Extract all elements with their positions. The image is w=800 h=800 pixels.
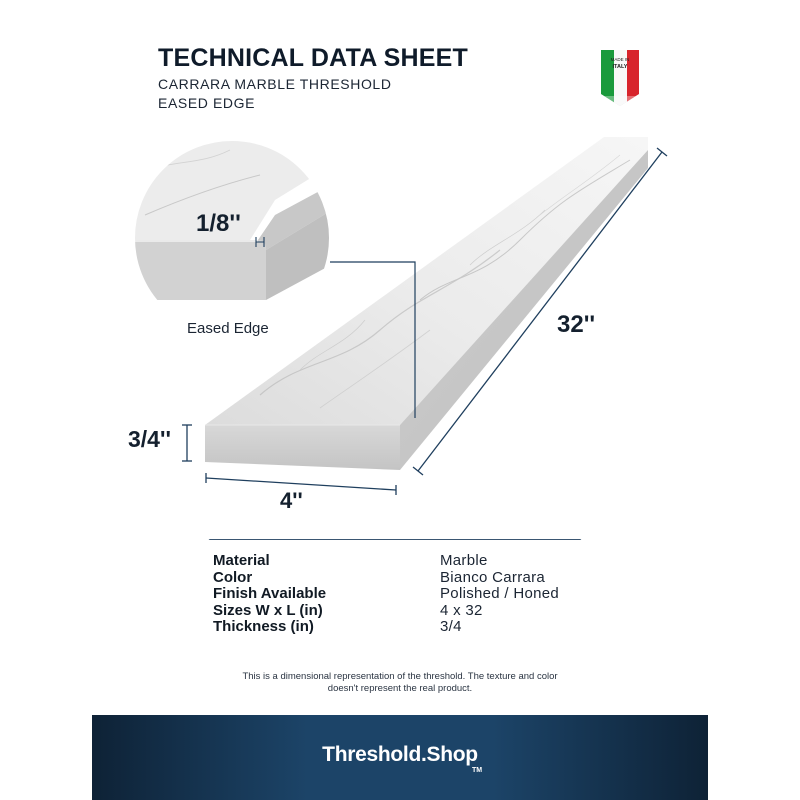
thickness-dimension-line (182, 425, 192, 461)
footer-banner (92, 715, 708, 800)
trademark-mark: TM (472, 767, 483, 774)
edge-type-label: EASED EDGE (158, 95, 256, 111)
thickness-label: 3/4'' (128, 426, 171, 452)
brand-logo[interactable]: Threshold.Shop (322, 743, 478, 766)
spec-label: Thickness (in) (213, 618, 314, 636)
spec-value: 4 x 32 (440, 601, 483, 619)
spec-label: Finish Available (213, 585, 327, 603)
edge-radius-label: 1/8'' (196, 210, 241, 237)
product-subtitle: CARRARA MARBLE THRESHOLD (158, 76, 392, 92)
board-front-face (205, 425, 400, 470)
spec-value: 3/4 (440, 618, 462, 636)
spec-row-material (213, 553, 583, 570)
disclaimer-line2: doesn't represent the real product. (327, 683, 473, 694)
spec-label: Sizes W x L (in) (213, 601, 323, 619)
badge-line1: MADE IN (610, 57, 630, 62)
spec-row-sizes (213, 603, 583, 620)
spec-row-thickness (213, 619, 583, 636)
width-label: 4'' (280, 488, 303, 513)
detail-caption: Eased Edge (187, 320, 269, 337)
spec-table (213, 553, 583, 636)
disclaimer-line1: This is a dimensional representation of the threshold. The texture and color (242, 671, 558, 682)
spec-value: Polished / Honed (440, 585, 560, 603)
disclaimer (200, 671, 600, 695)
page-title: TECHNICAL DATA SHEET (158, 44, 469, 72)
spec-row-color (213, 570, 583, 587)
spec-label: Material (213, 552, 270, 569)
spec-value: Marble (440, 552, 488, 569)
spec-row-finish (213, 586, 583, 603)
spec-value: Bianco Carrara (440, 568, 546, 586)
spec-label: Color (213, 568, 253, 586)
length-label: 32'' (557, 311, 596, 338)
badge-line2: ITALY (612, 64, 628, 70)
